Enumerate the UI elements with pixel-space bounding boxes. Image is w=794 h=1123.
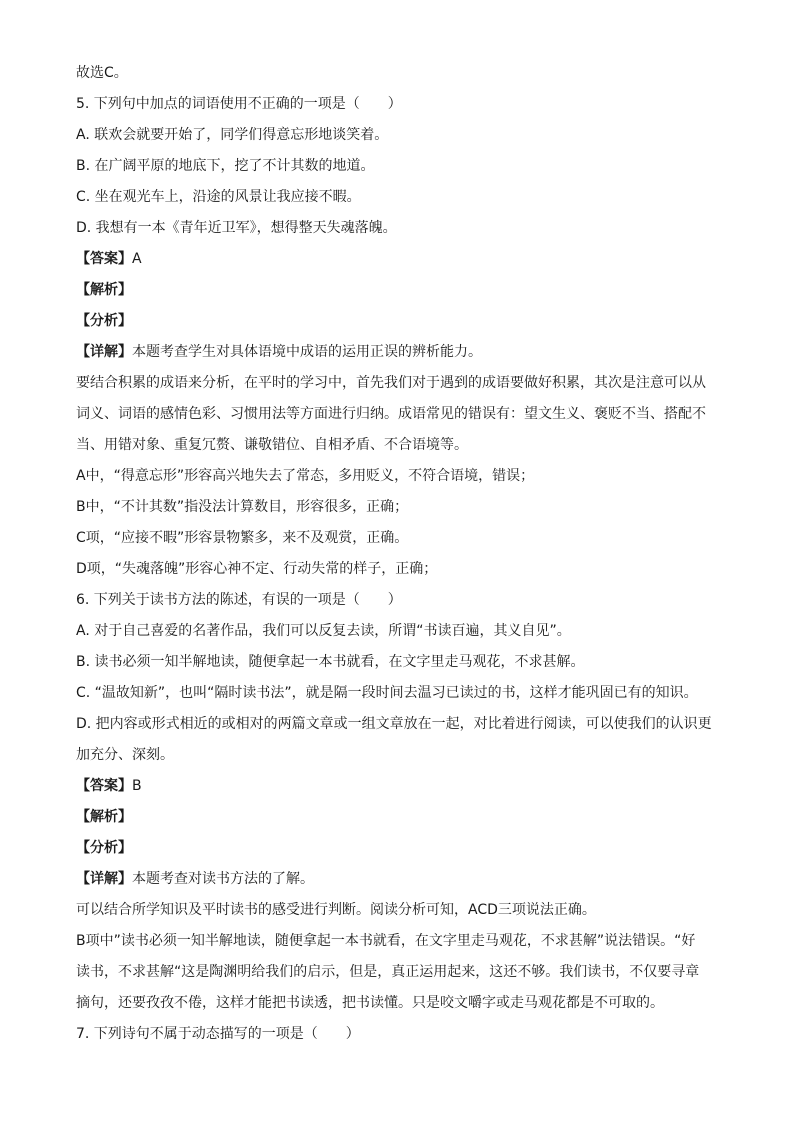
q6-paragraph-2-line-2: 读书，不求甚解“这是陶渊明给我们的启示，但是，真正运用起来，这还不够。我们读书，不仅要寻章 <box>76 964 700 980</box>
q6-paragraph-1: 可以结合所学知识及平时读书的感受进行判断。阅读分析可知，ACD三项说法正确。 <box>76 902 596 918</box>
detail-tag: 【详解】 <box>76 871 132 887</box>
q5-analysis-tag: 【解析】 <box>76 282 132 298</box>
q6-paragraph-2-line-3: 摘句，还要孜孜不倦，这样才能把书读透，把书读懂。只是咬文嚼字或走马观花都是不可取的。 <box>76 995 664 1011</box>
page-content <box>76 58 716 1050</box>
q5-paragraph-line-2: 词义、词语的感情色彩、习惯用法等方面进行归纳。成语常见的错误有：望文生义、褒贬不当、搭配不 <box>76 406 706 422</box>
q6-option-d-line-1: D. 把内容或形式相近的或相对的两篇文章或一组文章放在一起，对比着进行阅读，可以使我们的认识更 <box>76 716 712 732</box>
q7-stem: 7. 下列诗句不属于动态描写的一项是（ ） <box>76 1026 360 1042</box>
q4-conclusion: 故选C。 <box>76 65 128 81</box>
q5-item-b: B中，“不计其数”指没法计算数目，形容很多，正确； <box>76 499 409 515</box>
q5-option-b: B. 在广阔平原的地底下，挖了不计其数的地道。 <box>76 158 375 174</box>
q5-item-c: C项，“应接不暇”形容景物繁多，来不及观赏，正确。 <box>76 530 409 546</box>
q5-answer-line <box>76 244 716 275</box>
answer-value: A <box>132 251 142 267</box>
detail-text: 本题考查对读书方法的了解。 <box>132 871 314 887</box>
q5-item-d: D项，“失魂落魄”形容心神不定、行动失常的样子，正确； <box>76 561 438 577</box>
q6-option-b: B. 读书必须一知半解地读，随便拿起一本书就看，在文字里走马观花，不求甚解。 <box>76 654 585 670</box>
detail-tag: 【详解】 <box>76 344 132 360</box>
q6-paragraph-2-line-1: B项中”读书必须一知半解地读，随便拿起一本书就看，在文字里走马观花，不求甚解”说法错误。“好 <box>76 933 696 949</box>
q5-fenxi-tag: 【分析】 <box>76 313 132 329</box>
q6-option-d-line-2: 加充分、深刻。 <box>76 747 174 763</box>
q6-fenxi-tag: 【分析】 <box>76 840 132 856</box>
answer-value: B <box>132 778 142 794</box>
q5-detail-line <box>76 337 716 368</box>
q5-option-d: D. 我想有一本《青年近卫军》，想得整天失魂落魄。 <box>76 220 397 236</box>
answer-tag: 【答案】 <box>76 778 132 794</box>
q6-detail-line <box>76 864 716 895</box>
q6-option-a: A. 对于自己喜爱的名著作品，我们可以反复去读，所谓“书读百遍，其义自见”。 <box>76 623 571 639</box>
q5-item-a: A中，“得意忘形”形容高兴地失去了常态，多用贬义，不符合语境，错误； <box>76 468 535 484</box>
q6-option-c: C. “温故知新”，也叫“隔时读书法”，就是隔一段时间去温习已读过的书，这样才能巩固已有的知识。 <box>76 685 698 701</box>
q5-option-a: A. 联欢会就要开始了，同学们得意忘形地谈笑着。 <box>76 127 389 143</box>
detail-text: 本题考查学生对具体语境中成语的运用正误的辨析能力。 <box>132 344 482 360</box>
q5-option-c: C. 坐在观光车上，沿途的风景让我应接不暇。 <box>76 189 361 205</box>
q6-answer-line <box>76 771 716 802</box>
q6-analysis-tag: 【解析】 <box>76 809 132 825</box>
q6-stem: 6. 下列关于读书方法的陈述，有误的一项是（ ） <box>76 592 402 608</box>
q5-paragraph-line-1: 要结合积累的成语来分析，在平时的学习中，首先我们对于遇到的成语要做好积累，其次是注意可以从 <box>76 375 706 391</box>
answer-tag: 【答案】 <box>76 251 132 267</box>
q5-paragraph-line-3: 当、用错对象、重复冗赘、谦敬错位、自相矛盾、不合语境等。 <box>76 437 468 453</box>
q5-stem: 5. 下列句中加点的词语使用不正确的一项是（ ） <box>76 96 402 112</box>
